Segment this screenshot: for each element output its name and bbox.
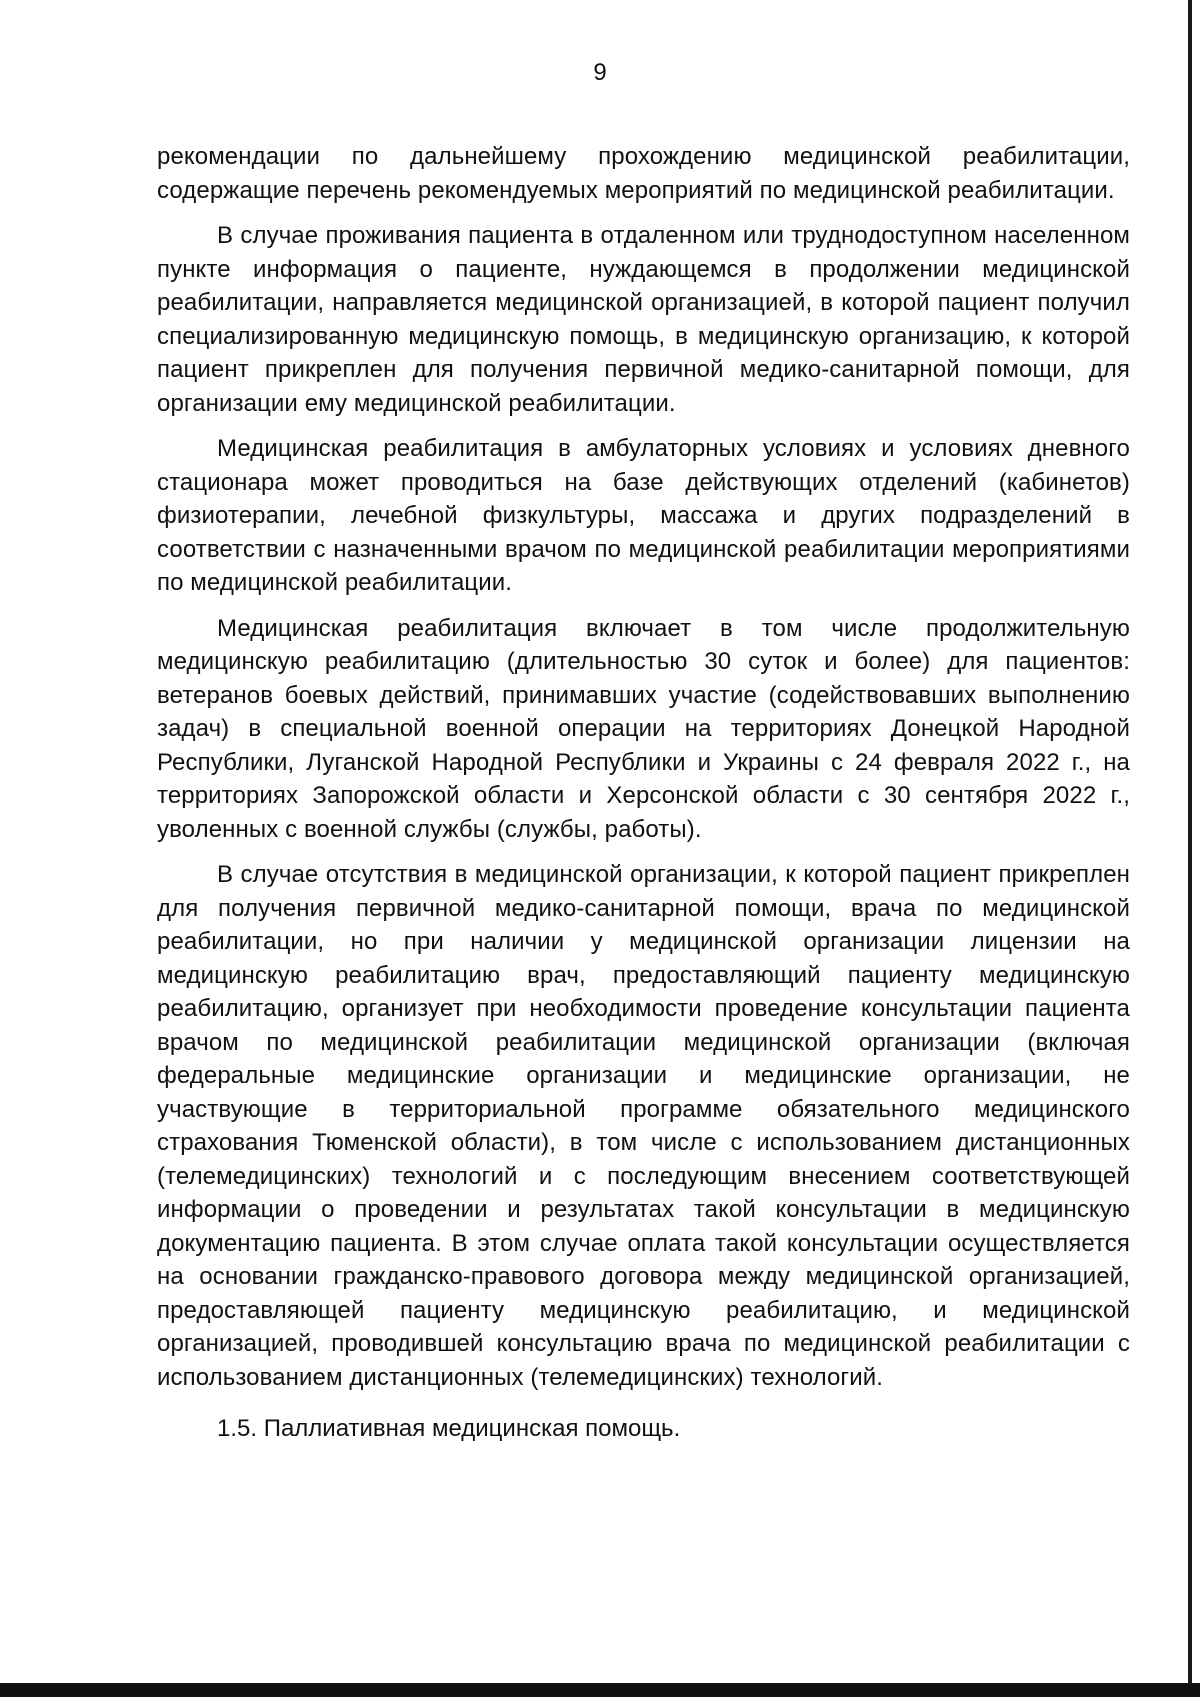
paragraph-consultation: В случае отсутствия в медицинской организации, к которой пациент прикреплен для получения первичной медико-санитарной помощи, врача по медицинской реабилитации, но при наличии у медицинской организации лицензии на медицинскую реабилитацию врач, предоставляющий пациенту медицинскую реабилитацию, организует при необходимости проведение консультации пациента врачом по медицинской реабилитации медицинской организации (включая федеральные медицинские организации и медицинские организации, не участвующие в территориальной программе обязательного медицинского страхования Тюменской области), в том числе с использованием дистанционных (телемедицинских) технологий и с последующим внесением соответствующей информации о проведении и результатах такой консультации в медицинскую документацию пациента. В этом случае оплата такой консультации осуществляется на основании гражданско-правового договора между медицинской организацией, предоставляющей пациенту медицинскую реабилитацию, и медицинской организацией, проводившей консультацию врача по медицинской реабилитации с использованием дистанционных (телемедицинских) технологий. bbox=[157, 861, 1130, 1391]
page-number: 9 bbox=[593, 59, 607, 86]
paragraph-long-term-rehab: Медицинская реабилитация включает в том числе продолжительную медицинскую реабилитацию (длительностью 30 суток и более) для пациентов: ветеранов боевых действий, принимавших участие (содействовавших выполнению задач) в специальной военной операции на территориях Донецкой Народной Республики, Луганской Народной Республики и Украины с 24 февраля 2022 г., на территориях Запорожской области и Херсонской области с 30 сентября 2022 г., уволенных с военной службы (службы, работы). bbox=[157, 614, 1130, 843]
paragraph-continuation: рекомендации по дальнейшему прохождению медицинской реабилитации, содержащие перечень рекомендуемых мероприятий по медицинской реабилитации. bbox=[157, 143, 1130, 204]
scan-edge-bottom bbox=[0, 1683, 1200, 1697]
section-heading: 1.5. Паллиативная медицинская помощь. bbox=[217, 1415, 681, 1442]
paragraph-remote-patients: В случае проживания пациента в отдаленном или труднодоступном населенном пункте информация о пациенте, нуждающемся в продолжении медицинской реабилитации, направляется медицинской организацией, в которой пациент получил специализированную медицинскую помощь, в медицинскую организацию, к которой пациент прикреплен для получения первичной медико-санитарной помощи, для организации ему медицинской реабилитации. bbox=[157, 222, 1130, 417]
paragraph-outpatient-rehab: Медицинская реабилитация в амбулаторных условиях и условиях дневного стационара может проводиться на базе действующих отделений (кабинетов) физиотерапии, лечебной физкультуры, массажа и других подразделений в соответствии с назначенными врачом по медицинской реабилитации мероприятиями по медицинской реабилитации. bbox=[157, 435, 1130, 596]
document-body bbox=[157, 140, 1130, 1446]
scan-edge-right bbox=[1188, 0, 1192, 1697]
